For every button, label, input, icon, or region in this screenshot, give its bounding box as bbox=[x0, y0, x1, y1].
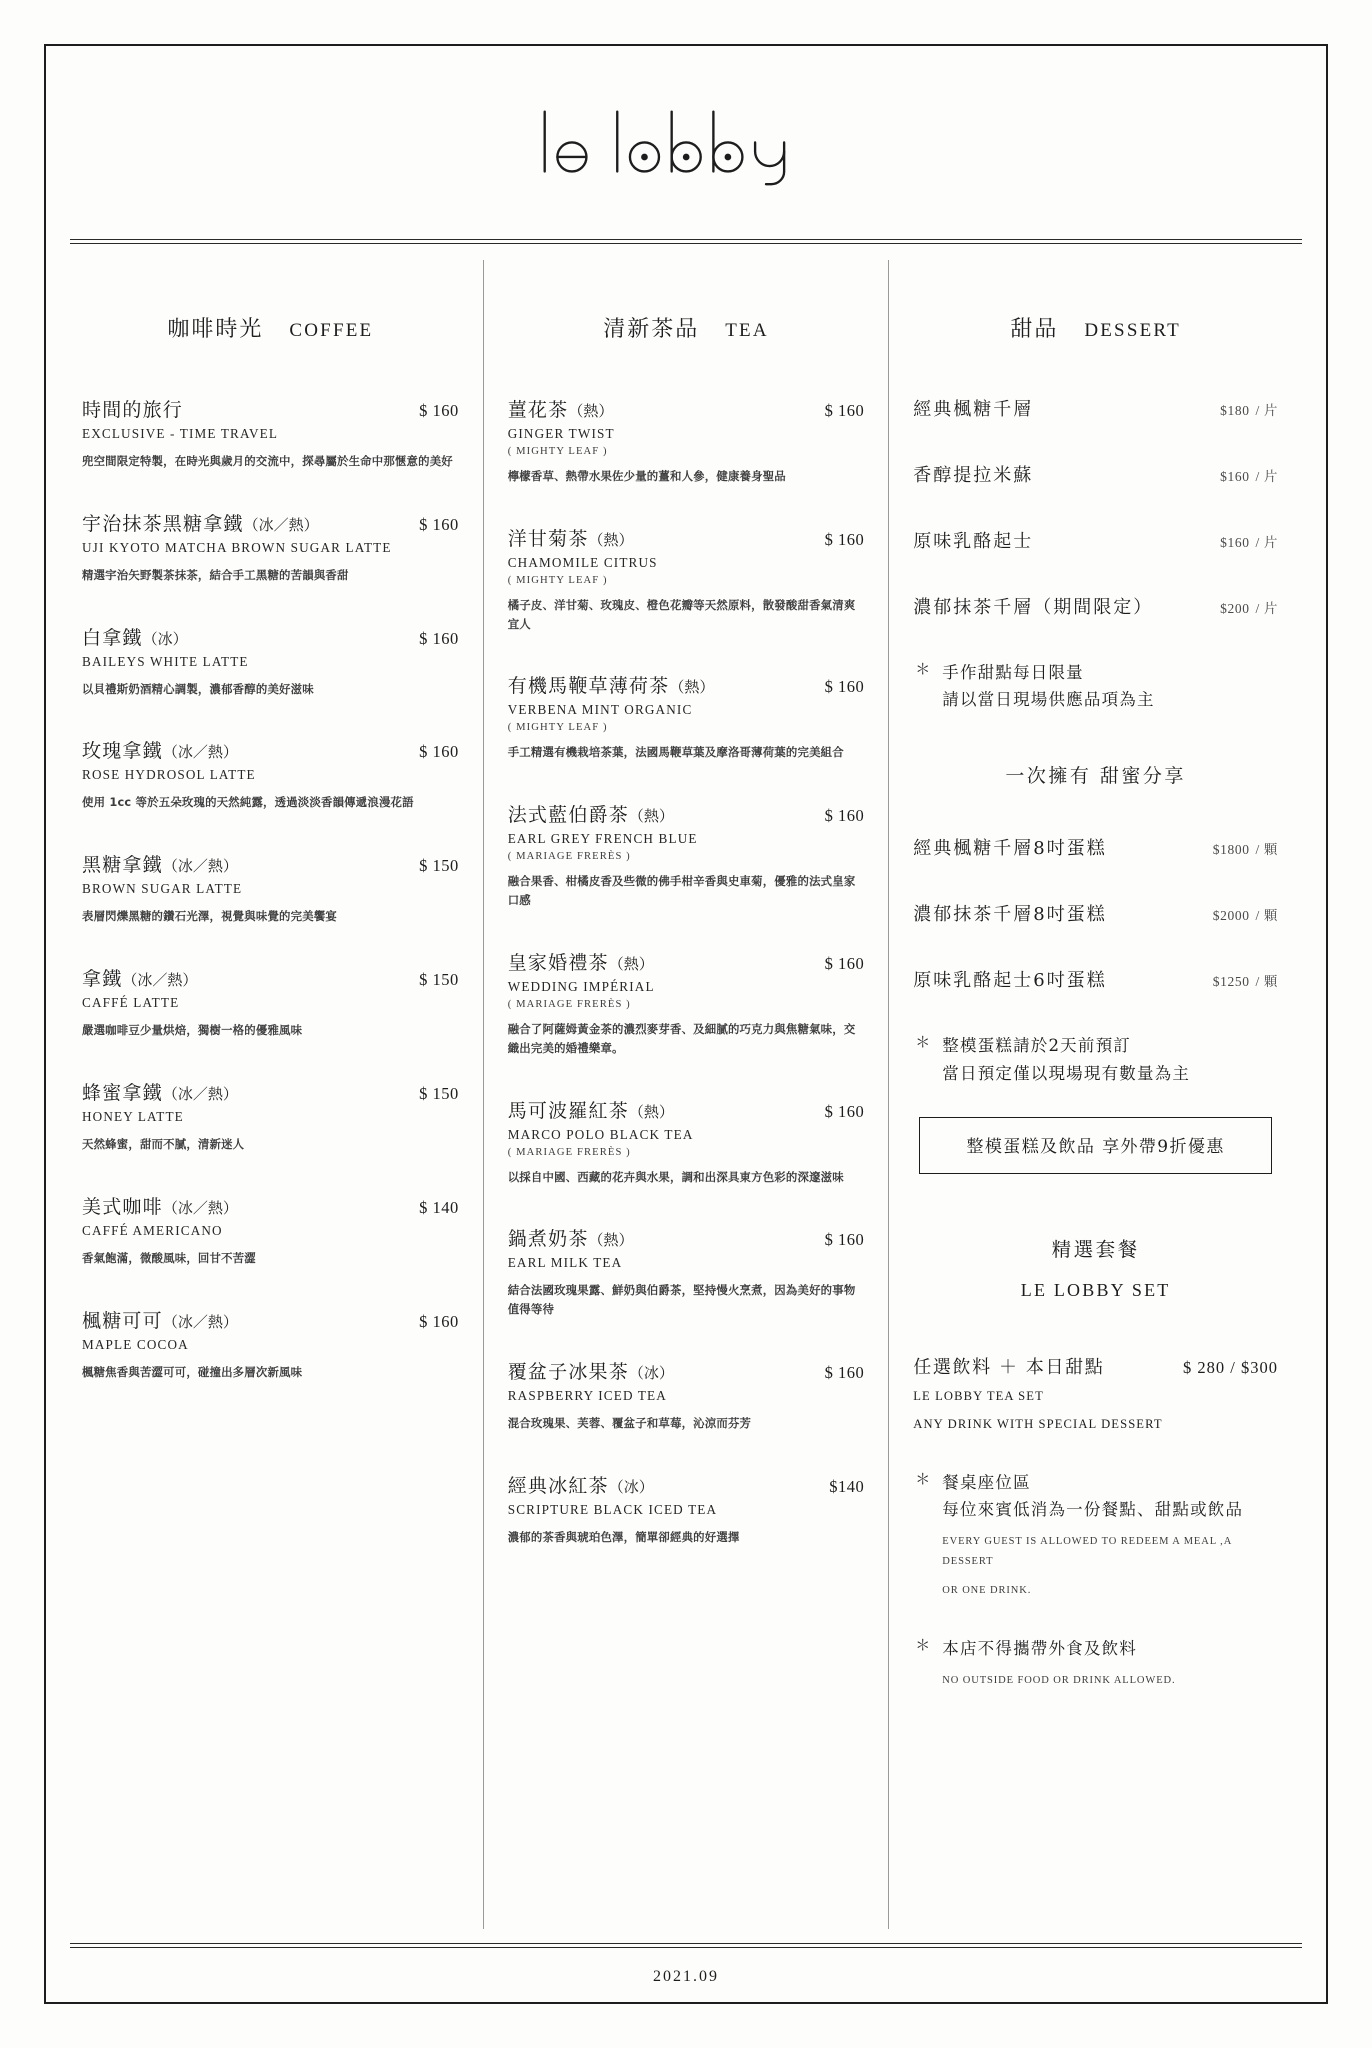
dessert-name: 原味乳酪起士6吋蛋糕 bbox=[913, 970, 1107, 992]
dessert-row bbox=[913, 593, 1278, 619]
item-name-zh: 薑花茶（熱） bbox=[507, 399, 614, 421]
page-footer bbox=[70, 1943, 1302, 1986]
item-name-en: WEDDING IMPÉRIAL bbox=[507, 978, 655, 994]
dessert-unit: / 片 bbox=[1255, 469, 1278, 484]
cake-list bbox=[913, 834, 1278, 992]
note-cake-line1: 整模蛋糕請於2天前預訂 bbox=[942, 1036, 1131, 1056]
item-price: $ 160 bbox=[419, 742, 459, 762]
item-price: $ 150 bbox=[419, 856, 459, 876]
set-meal-heading-en: LE LOBBY SET bbox=[1020, 1279, 1171, 1300]
asterisk-icon: ＊ bbox=[915, 662, 931, 678]
column-coffee bbox=[70, 260, 483, 1929]
item-name-zh: 黑糖拿鐵（冰／熱） bbox=[82, 854, 238, 877]
item-price: $ 160 bbox=[824, 1362, 865, 1382]
note-cake-line2: 當日預定僅以現場現有數量為主 bbox=[942, 1063, 1191, 1083]
menu-date: 2021.09 bbox=[653, 1968, 719, 1985]
item-description: 檸檬香草、熱帶水果佐少量的薑和人參，健康養身聖品 bbox=[507, 469, 786, 483]
tea-item-list bbox=[508, 395, 865, 1547]
dessert-price: $1800 bbox=[1212, 842, 1250, 858]
item-description: 香氣飽滿，微酸風味，回甘不苦澀 bbox=[82, 1250, 256, 1265]
item-name-zh: 有機馬鞭草薄荷茶（熱） bbox=[507, 675, 715, 698]
dessert-unit: / 片 bbox=[1255, 403, 1278, 418]
item-name-en: MARCO POLO BLACK TEA bbox=[507, 1126, 694, 1142]
dessert-unit: / 顆 bbox=[1255, 974, 1278, 990]
item-brand: ( MIGHTY LEAF ) bbox=[507, 722, 608, 734]
item-price: $ 160 bbox=[824, 529, 865, 549]
item-temperature: （熱） bbox=[588, 530, 634, 549]
item-name-en: CHAMOMILE CITRUS bbox=[507, 554, 658, 570]
item-description: 結合法國玫瑰果露、鮮奶與伯爵茶，堅持慢火烹煮，因為美好的事物值得等待 bbox=[507, 1283, 856, 1317]
item-temperature: （熱） bbox=[608, 954, 654, 973]
dessert-unit: / 顆 bbox=[1255, 908, 1278, 924]
item-name-zh: 蜂蜜拿鐵（冰／熱） bbox=[82, 1081, 238, 1104]
item-temperature: （熱） bbox=[669, 678, 715, 697]
note-dessert-limited bbox=[915, 659, 1278, 713]
item-brand: ( MARIAGE FRERÈS ) bbox=[507, 851, 631, 863]
note-dessert-line2: 請以當日現場供應品項為主 bbox=[942, 690, 1155, 710]
policy-note-zh-1: 餐桌座位區 bbox=[942, 1472, 1031, 1492]
dessert-price: $2000 bbox=[1212, 908, 1250, 924]
item-name-en: HONEY LATTE bbox=[82, 1108, 184, 1124]
dessert-slice-list bbox=[913, 395, 1278, 619]
dessert-row bbox=[913, 900, 1278, 926]
item-temperature: （冰／熱） bbox=[162, 743, 238, 762]
item-temperature: （冰／熱） bbox=[122, 971, 198, 990]
set-meal-block bbox=[913, 1353, 1278, 1435]
dessert-unit: / 片 bbox=[1255, 535, 1278, 550]
item-description: 表層閃爍黑糖的鑽石光澤，視覺與味覺的完美饗宴 bbox=[82, 909, 337, 924]
dessert-heading bbox=[913, 312, 1278, 343]
item-price: $ 160 bbox=[824, 1101, 865, 1121]
item-name-zh: 玫瑰拿鐵（冰／熱） bbox=[82, 740, 238, 763]
item-name-zh: 拿鐵（冰／熱） bbox=[82, 968, 198, 991]
dessert-row bbox=[913, 966, 1278, 992]
dessert-row bbox=[913, 834, 1278, 860]
menu-item bbox=[82, 850, 459, 926]
brand-logo bbox=[70, 66, 1302, 239]
item-name-zh: 覆盆子冰果茶（冰） bbox=[507, 1360, 674, 1383]
item-price: $ 140 bbox=[419, 1197, 459, 1217]
le-lobby-wordmark-icon bbox=[532, 108, 840, 186]
dessert-unit: / 片 bbox=[1255, 601, 1278, 616]
item-price: $ 160 bbox=[419, 401, 459, 420]
policy-note bbox=[915, 1469, 1278, 1601]
dessert-name: 原味乳酪起士 bbox=[913, 531, 1034, 552]
item-description: 濃郁的茶香與琥珀色澤，簡單卻經典的好選擇 bbox=[507, 1529, 740, 1544]
dessert-row bbox=[913, 461, 1278, 487]
item-temperature: （冰） bbox=[142, 629, 188, 648]
dessert-heading-en: DESSERT bbox=[1084, 320, 1181, 341]
menu-item bbox=[508, 800, 865, 910]
asterisk-icon: ＊ bbox=[915, 1638, 931, 1655]
dessert-name: 經典楓糖千層 bbox=[913, 399, 1034, 420]
menu-item bbox=[82, 1078, 459, 1154]
item-name-zh: 美式咖啡（冰／熱） bbox=[82, 1195, 238, 1218]
policy-note bbox=[915, 1635, 1278, 1691]
set-meal-price: $ 280 / $300 bbox=[1183, 1357, 1278, 1377]
item-name-en: MAPLE COCOA bbox=[82, 1336, 189, 1352]
item-brand: ( MARIAGE FRERÈS ) bbox=[507, 998, 631, 1010]
item-temperature: （冰） bbox=[628, 1363, 674, 1382]
item-description: 融合了阿薩姆黃金茶的濃烈麥芽香、及細膩的巧克力與焦糖氣味，交織出完美的婚禮樂章。 bbox=[507, 1021, 856, 1055]
item-brand: ( MIGHTY LEAF ) bbox=[507, 574, 608, 586]
item-name-en: EXCLUSIVE - TIME TRAVEL bbox=[82, 426, 279, 441]
item-description: 融合果香、柑橘皮香及些微的佛手柑辛香與史車菊，優雅的法式皇家口感 bbox=[507, 874, 856, 908]
asterisk-icon: ＊ bbox=[915, 1471, 931, 1488]
item-description: 以採自中國、西藏的花卉與水果，調和出深具東方色彩的深邃滋味 bbox=[507, 1169, 844, 1184]
item-price: $ 160 bbox=[419, 514, 459, 534]
menu-item bbox=[82, 736, 459, 812]
item-description: 楓糖焦香與苦澀可可，碰撞出多層次新風味 bbox=[82, 1364, 303, 1379]
item-temperature: （冰） bbox=[608, 1477, 654, 1496]
item-name-zh: 白拿鐵（冰） bbox=[82, 626, 188, 649]
coffee-heading bbox=[82, 312, 459, 343]
item-price: $ 160 bbox=[419, 1311, 459, 1331]
item-name-zh: 經典冰紅茶（冰） bbox=[507, 1474, 654, 1497]
item-name-en: RASPBERRY ICED TEA bbox=[507, 1387, 667, 1403]
policy-note-list bbox=[913, 1469, 1278, 1691]
set-meal-heading-zh: 精選套餐 bbox=[1051, 1237, 1140, 1261]
tea-heading-zh: 清新茶品 bbox=[603, 317, 700, 342]
item-name-zh: 時間的旅行 bbox=[82, 399, 184, 421]
item-name-zh: 法式藍伯爵茶（熱） bbox=[507, 804, 674, 827]
item-description: 兜空間限定特製，在時光與歲月的交流中，探尋屬於生命中那愜意的美好 bbox=[82, 454, 453, 468]
item-temperature: （冰／熱） bbox=[243, 515, 319, 534]
coffee-heading-zh: 咖啡時光 bbox=[167, 317, 264, 342]
tea-heading bbox=[508, 312, 865, 343]
dessert-price: $160 bbox=[1220, 469, 1250, 484]
item-name-zh: 楓糖可可（冰／熱） bbox=[82, 1309, 238, 1332]
item-name-en: CAFFÉ AMERICANO bbox=[82, 1222, 223, 1238]
item-temperature: （冰／熱） bbox=[162, 1084, 238, 1103]
coffee-item-list bbox=[82, 395, 459, 1381]
note-cake-preorder bbox=[915, 1032, 1278, 1086]
item-name-en: GINGER TWIST bbox=[507, 426, 615, 441]
item-description: 以貝禮斯奶酒精心調製，濃郁香醇的美好滋味 bbox=[82, 681, 314, 696]
item-temperature: （冰／熱） bbox=[162, 1312, 238, 1331]
item-brand: ( MIGHTY LEAF ) bbox=[507, 446, 608, 457]
dessert-name: 濃郁抹茶千層（期間限定） bbox=[913, 597, 1154, 618]
dessert-name: 香醇提拉米蘇 bbox=[913, 465, 1034, 486]
item-description: 使用 1cc 等於五朵玫瑰的天然純露，透過淡淡香韻傳遞浪漫花語 bbox=[82, 795, 414, 810]
dessert-unit: / 顆 bbox=[1255, 842, 1278, 858]
menu-columns bbox=[70, 244, 1302, 1929]
item-description: 精選宇治矢野製茶抹茶，結合手工黑糖的苦韻與香甜 bbox=[82, 567, 349, 582]
item-price: $ 150 bbox=[419, 1083, 459, 1103]
item-name-en: BAILEYS WHITE LATTE bbox=[82, 653, 249, 669]
policy-note-en-1: NO OUTSIDE FOOD OR DRINK ALLOWED. bbox=[942, 1675, 1176, 1687]
item-name-en: ROSE HYDROSOL LATTE bbox=[82, 767, 256, 783]
item-name-en: VERBENA MINT ORGANIC bbox=[507, 702, 693, 718]
menu-item bbox=[508, 1471, 865, 1547]
item-temperature: （冰／熱） bbox=[162, 857, 238, 876]
item-price: $ 160 bbox=[824, 401, 865, 420]
menu-item bbox=[508, 948, 865, 1058]
item-temperature: （熱） bbox=[628, 807, 674, 826]
item-name-zh: 鍋煮奶茶（熱） bbox=[507, 1228, 634, 1251]
policy-note-en-1: EVERY GUEST IS ALLOWED TO REDEEM A MEAL ,A DESSERT bbox=[942, 1536, 1232, 1568]
item-name-en: CAFFÉ LATTE bbox=[82, 995, 180, 1011]
item-name-zh: 宇治抹茶黑糖拿鐵（冰／熱） bbox=[82, 512, 319, 535]
item-price: $ 160 bbox=[824, 1230, 865, 1250]
menu-item bbox=[82, 964, 459, 1040]
takeaway-promo-box: 整模蛋糕及飲品 享外帶9折優惠 bbox=[919, 1117, 1272, 1174]
item-name-zh: 洋甘菊茶（熱） bbox=[507, 527, 634, 550]
item-name-en: EARL GREY FRENCH BLUE bbox=[507, 831, 698, 847]
item-name-en: SCRIPTURE BLACK ICED TEA bbox=[507, 1501, 718, 1517]
item-description: 天然蜂蜜，甜而不膩，清新迷人 bbox=[82, 1136, 245, 1151]
item-name-zh: 馬可波羅紅茶（熱） bbox=[507, 1099, 674, 1122]
set-meal-en-2: ANY DRINK WITH SPECIAL DESSERT bbox=[913, 1416, 1163, 1431]
menu-item bbox=[82, 1192, 459, 1268]
item-description: 橘子皮、洋甘菊、玫瑰皮、橙色花瓣等天然原料，散發酸甜香氣清爽宜人 bbox=[507, 597, 856, 631]
item-description: 嚴選咖啡豆少量烘焙，獨樹一格的優雅風味 bbox=[82, 1023, 303, 1038]
menu-item bbox=[508, 1357, 865, 1433]
dessert-name: 經典楓糖千層8吋蛋糕 bbox=[913, 838, 1107, 860]
item-temperature: （熱） bbox=[588, 1231, 634, 1250]
dessert-heading-zh: 甜品 bbox=[1010, 317, 1059, 342]
menu-item bbox=[82, 623, 459, 699]
menu-item bbox=[508, 395, 865, 486]
note-dessert-line1: 手作甜點每日限量 bbox=[942, 663, 1084, 682]
item-name-zh: 皇家婚禮茶（熱） bbox=[507, 951, 654, 974]
item-price: $ 160 bbox=[419, 628, 459, 648]
menu-item bbox=[508, 1224, 865, 1319]
cake-section-heading: 一次擁有 甜蜜分享 bbox=[1005, 765, 1186, 788]
dessert-row bbox=[913, 527, 1278, 553]
item-temperature: （熱） bbox=[628, 1102, 674, 1121]
menu-item bbox=[82, 395, 459, 471]
item-price: $ 160 bbox=[824, 953, 865, 973]
dessert-price: $200 bbox=[1220, 601, 1250, 616]
policy-note-zh-1: 本店不得攜帶外食及飲料 bbox=[942, 1639, 1137, 1659]
column-tea bbox=[483, 260, 890, 1929]
menu-item bbox=[508, 524, 865, 634]
item-price: $ 160 bbox=[824, 677, 865, 697]
asterisk-icon: ＊ bbox=[915, 1035, 931, 1052]
item-description: 手工精選有機栽培茶葉，法國馬鞭草葉及摩洛哥薄荷葉的完美組合 bbox=[507, 745, 844, 760]
set-meal-en-1: LE LOBBY TEA SET bbox=[913, 1388, 1044, 1403]
dessert-price: $160 bbox=[1220, 535, 1250, 550]
item-name-en: EARL MILK TEA bbox=[507, 1255, 623, 1271]
dessert-name: 濃郁抹茶千層8吋蛋糕 bbox=[913, 904, 1107, 926]
menu-item bbox=[508, 1096, 865, 1187]
column-dessert bbox=[889, 260, 1302, 1929]
policy-note-zh-2: 每位來賓低消為一份餐點、甜點或飲品 bbox=[942, 1500, 1244, 1520]
item-temperature: （熱） bbox=[568, 402, 614, 420]
set-meal-heading bbox=[913, 1234, 1278, 1301]
item-description: 混合玫瑰果、芙蓉、覆盆子和草莓，沁涼而芬芳 bbox=[507, 1415, 752, 1430]
item-price: $ 150 bbox=[419, 970, 459, 990]
item-name-en: UJI KYOTO MATCHA BROWN SUGAR LATTE bbox=[82, 539, 392, 555]
menu-item bbox=[82, 509, 459, 585]
set-meal-label: 任選飲料 ＋ 本日甜點 bbox=[913, 1356, 1105, 1378]
dessert-row bbox=[913, 395, 1278, 421]
coffee-heading-en: COFFEE bbox=[289, 320, 374, 341]
policy-note-en-2: OR ONE DRINK. bbox=[942, 1585, 1032, 1597]
dessert-price: $180 bbox=[1220, 403, 1250, 418]
item-name-en: BROWN SUGAR LATTE bbox=[82, 881, 243, 897]
menu-item bbox=[82, 1306, 459, 1382]
item-temperature: （冰／熱） bbox=[162, 1198, 238, 1217]
item-price: $140 bbox=[829, 1476, 865, 1496]
item-price: $ 160 bbox=[824, 806, 865, 826]
dessert-price: $1250 bbox=[1212, 974, 1250, 990]
menu-item bbox=[508, 671, 865, 762]
tea-heading-en: TEA bbox=[725, 320, 769, 341]
item-brand: ( MARIAGE FRERÈS ) bbox=[507, 1146, 631, 1158]
